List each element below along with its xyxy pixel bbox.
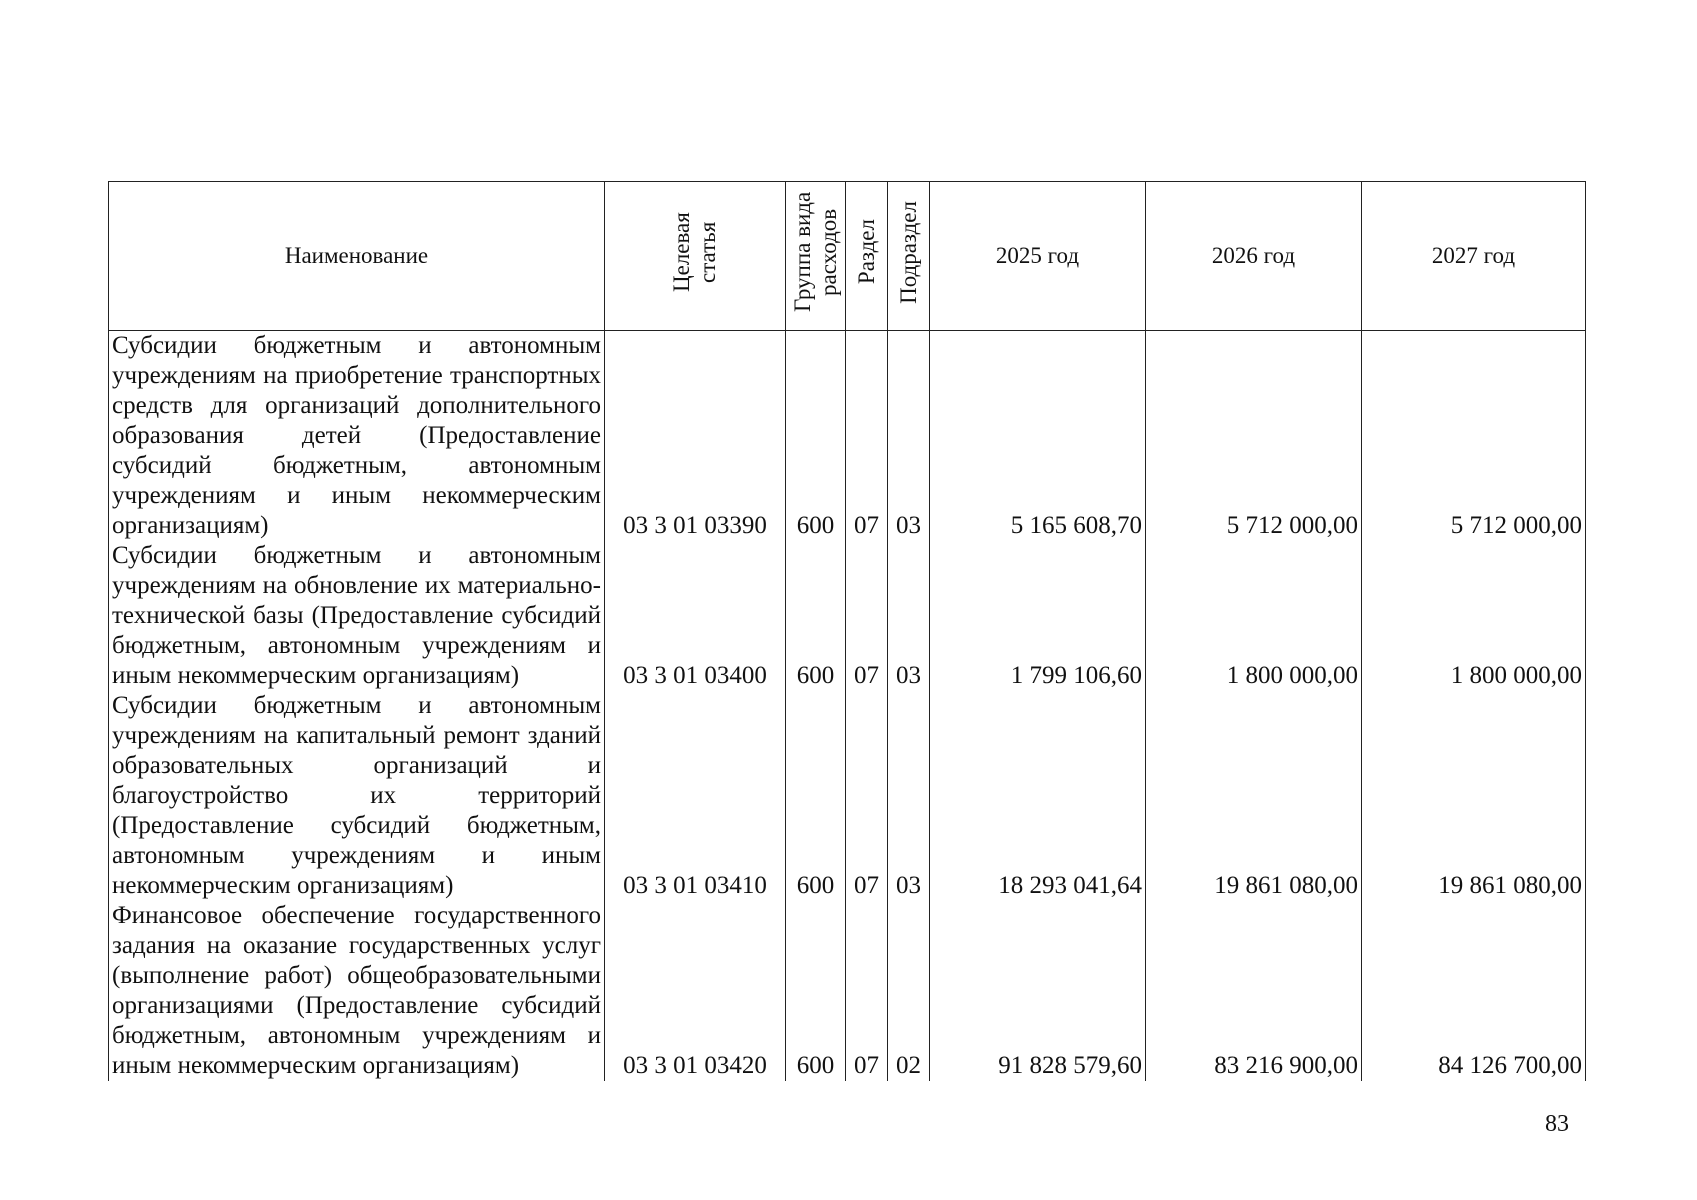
row-target-article: 03 3 01 03410 [605, 691, 786, 901]
table-header-row [109, 182, 1586, 331]
row-section: 07 [846, 541, 888, 691]
row-name: Финансовое обеспечение государственного задания на оказание государственных услуг (выполнение работ) общеобразовательными организациями (Предоставление субсидий бюджетным, автономным учреждениям и иным некоммерческим организациям) [109, 901, 605, 1081]
row-amount-2027: 1 800 000,00 [1362, 541, 1586, 691]
header-subsection: Подраздел [888, 182, 930, 331]
row-name: Субсидии бюджетным и автономным учреждениям на капитальный ремонт зданий образовательных организаций и благоустройство их территорий (Предоставление субсидий бюджетным, автономным учреждениям и иным некоммерческим организациям) [109, 691, 605, 901]
row-subsection: 03 [888, 691, 930, 901]
row-section: 07 [846, 901, 888, 1081]
row-target-article: 03 3 01 03400 [605, 541, 786, 691]
row-subsection: 03 [888, 541, 930, 691]
table-row [109, 691, 1586, 901]
row-subsection: 03 [888, 331, 930, 542]
row-subsection: 02 [888, 901, 930, 1081]
row-amount-2025: 91 828 579,60 [930, 901, 1146, 1081]
row-amount-2026: 83 216 900,00 [1146, 901, 1362, 1081]
row-amount-2027: 84 126 700,00 [1362, 901, 1586, 1081]
row-amount-2027: 5 712 000,00 [1362, 331, 1586, 542]
row-section: 07 [846, 691, 888, 901]
header-name: Наименование [109, 182, 605, 331]
row-amount-2025: 5 165 608,70 [930, 331, 1146, 542]
row-amount-2025: 18 293 041,64 [930, 691, 1146, 901]
row-expense-group: 600 [786, 901, 846, 1081]
header-target-article: Целевая статья [605, 182, 786, 331]
header-2027: 2027 год [1362, 182, 1586, 331]
row-target-article: 03 3 01 03420 [605, 901, 786, 1081]
row-expense-group: 600 [786, 541, 846, 691]
row-amount-2026: 1 800 000,00 [1146, 541, 1362, 691]
table-row [109, 541, 1586, 691]
header-expense-group: Группа вида расходов [786, 182, 846, 331]
row-name: Субсидии бюджетным и автономным учреждениям на обновление их материально-технической базы (Предоставление субсидий бюджетным, автономным учреждениям и иным некоммерческим организациям) [109, 541, 605, 691]
budget-table [108, 181, 1586, 1081]
row-amount-2026: 5 712 000,00 [1146, 331, 1362, 542]
row-name: Субсидии бюджетным и автономным учреждениям на приобретение транспортных средств для организаций дополнительного образования детей (Предоставление субсидий бюджетным, автономным учреждениям и иным некоммерческим организациям) [109, 331, 605, 542]
row-amount-2026: 19 861 080,00 [1146, 691, 1362, 901]
header-section: Раздел [846, 182, 888, 331]
row-expense-group: 600 [786, 691, 846, 901]
row-target-article: 03 3 01 03390 [605, 331, 786, 542]
header-2025: 2025 год [930, 182, 1146, 331]
row-amount-2025: 1 799 106,60 [930, 541, 1146, 691]
row-amount-2027: 19 861 080,00 [1362, 691, 1586, 901]
page-number: 83 [1545, 1111, 1569, 1137]
row-section: 07 [846, 331, 888, 542]
table-row [109, 331, 1586, 542]
table-row [109, 901, 1586, 1081]
header-2026: 2026 год [1146, 182, 1362, 331]
row-expense-group: 600 [786, 331, 846, 542]
